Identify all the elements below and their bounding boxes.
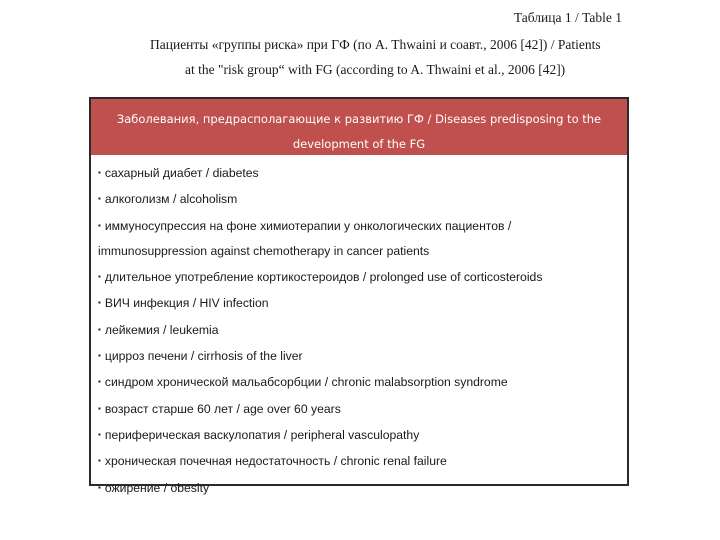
bullet-icon: ▪ — [98, 403, 101, 413]
list-item-text: хроническая почечная недостаточность / chronic renal failure — [104, 454, 447, 469]
list-item — [98, 317, 621, 343]
table-header — [91, 99, 627, 155]
list-item — [98, 422, 621, 448]
bullet-icon: ▪ — [98, 168, 101, 177]
bullet-icon: ▪ — [98, 324, 101, 334]
list-item-text: иммуносупрессия на фоне химиотерапии у онкологических пациентов / — [104, 218, 512, 233]
list-item — [98, 475, 621, 501]
list-item-text: лейкемия / leukemia — [104, 322, 219, 337]
list-item — [98, 186, 621, 212]
table-header-line-2: development of the FG — [292, 137, 426, 151]
list-item-text: возраст старше 60 лет / age over 60 years — [104, 401, 341, 416]
bullet-icon: ▪ — [98, 272, 101, 282]
table-header-line-1: Заболевания, предрасполагающие к развитию ГФ / Diseases predisposing to the — [116, 112, 602, 126]
list-item — [98, 213, 621, 239]
list-item-text: ВИЧ инфекция / HIV infection — [104, 296, 269, 311]
list-item — [98, 396, 621, 422]
list-item-text: сахарный диабет / diabetes — [104, 166, 259, 180]
list-item-text: алкоголизм / alcoholism — [104, 192, 238, 207]
bullet-icon: ▪ — [98, 351, 101, 361]
list-item-text: цирроз печени / cirrhosis of the liver — [104, 349, 303, 364]
bullet-icon: ▪ — [98, 429, 101, 439]
list-item-continuation: immunosuppression against chemotherapy in cancer patients — [98, 243, 430, 258]
list-item — [98, 160, 621, 186]
bullet-icon: ▪ — [98, 220, 101, 230]
table-number: Таблица 1 / Table 1 — [513, 10, 622, 25]
list-item-text: синдром хронической мальабсорбции / chronic malabsorption syndrome — [104, 375, 508, 390]
list-item — [98, 369, 621, 395]
list-item-text: периферическая васкулопатия / peripheral vasculopathy — [104, 427, 420, 442]
bullet-icon: ▪ — [98, 194, 101, 204]
list-item-text: ожирение / obesity — [104, 480, 210, 495]
list-item — [98, 343, 621, 369]
list-item-text: длительное употребление кортикостероидов / prolonged use of corticosteroids — [104, 270, 543, 285]
table-caption-line-2: at the "risk group“ with FG (according to A. Thwaini et al., 2006 [42]) — [185, 62, 566, 77]
risk-factors-table — [89, 97, 629, 495]
list-item — [98, 264, 621, 290]
list-item — [98, 448, 621, 474]
risk-factor-list — [98, 160, 621, 501]
list-item — [98, 290, 621, 316]
table-caption-line-1: Пациенты «группы риска» при ГФ (по A. Thwaini и соавт., 2006 [42]) / Patients — [150, 37, 601, 52]
bullet-icon: ▪ — [98, 298, 101, 308]
bullet-icon: ▪ — [98, 482, 101, 492]
bullet-icon: ▪ — [98, 456, 101, 466]
bullet-icon: ▪ — [98, 377, 101, 387]
